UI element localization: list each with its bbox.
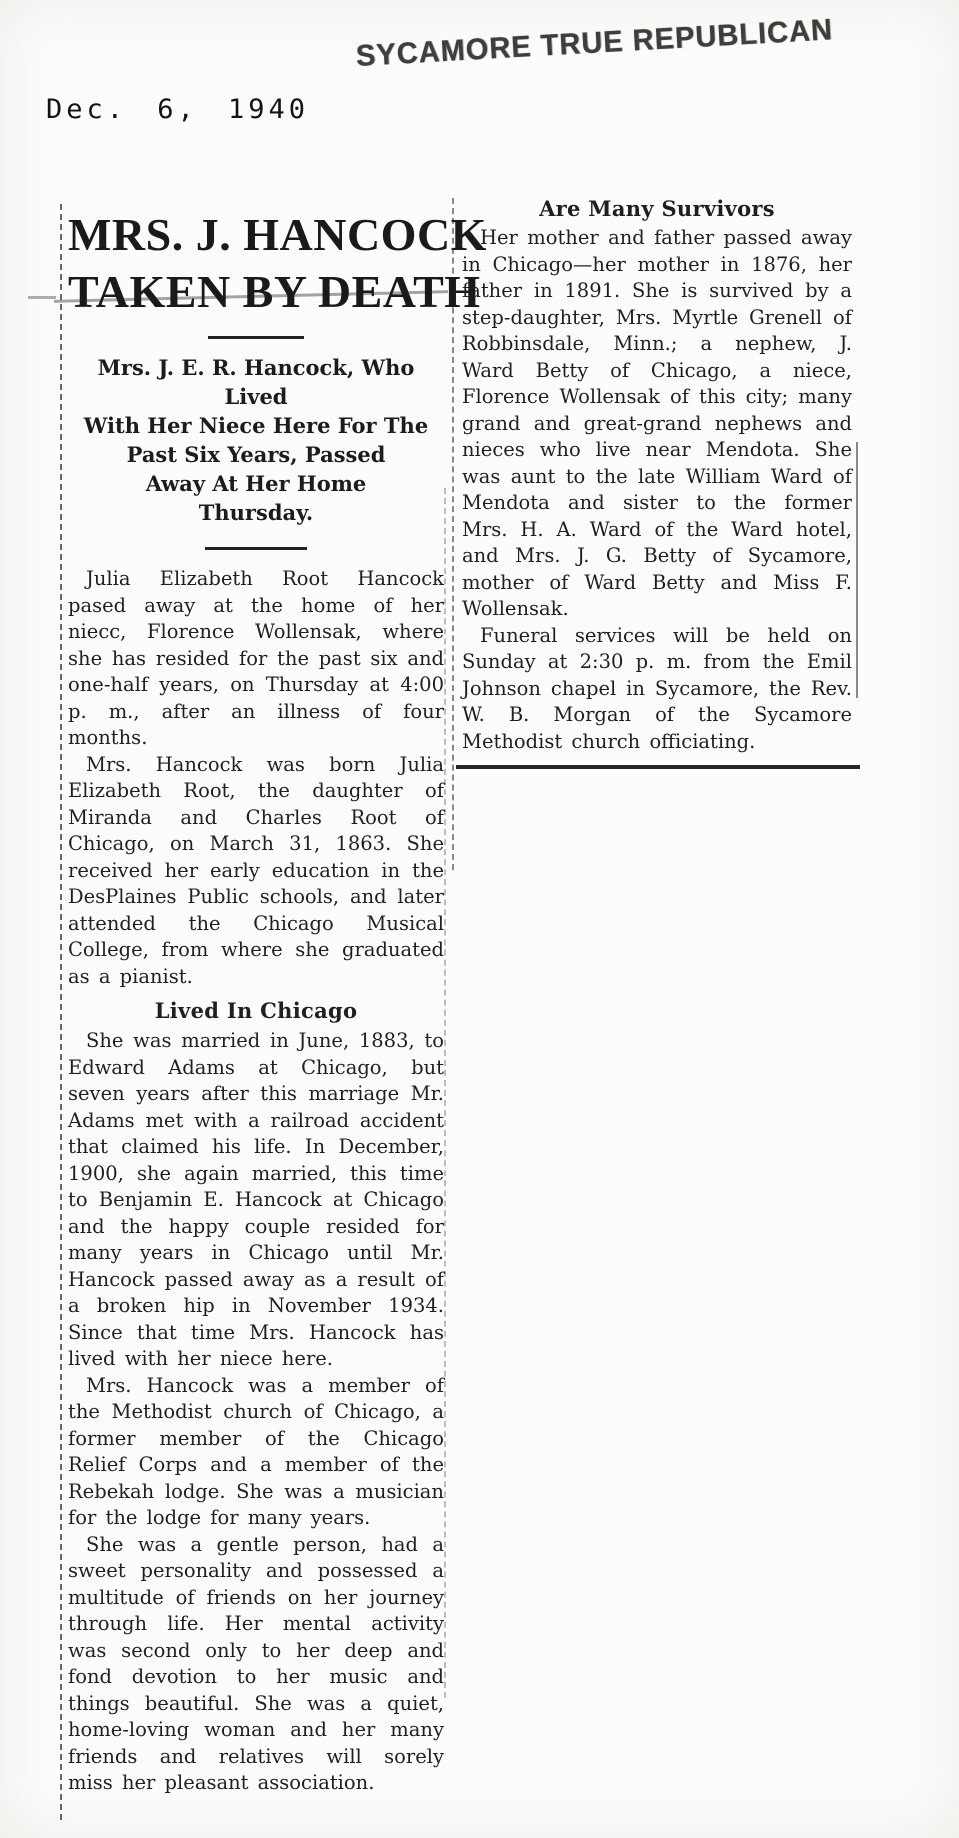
column-rule-right [856, 442, 858, 698]
paragraph-survivors: Her mother and father passed away in Chicago—her mother in 1876, her father in 1891. She is survived by a step-daughter, Mrs. Myrtle Grenell of Robbinsdale, Minn.; a nephew, J. Ward Betty of Chicago, a niece, Florence Wollensak of this city; many grand and great-grand nephews and nieces who live near Mendota. She was aunt to the late William Ward of Mendota and sister to the former Mrs. H. A. Ward of the Ward hotel, and Mrs. J. G. Betty of Sycamore, mother of Ward Betty and Miss F. Wollensak. [462, 226, 852, 620]
article-column-1 [68, 206, 487, 1797]
section-subhead-lived-in-chicago: Lived In Chicago [154, 998, 358, 1023]
paragraph-birth-education: Mrs. Hancock was born Julia Elizabeth Root, the daughter of Miranda and Charles Root of Chicago, on March 31, 1863. She received her early education in the DesPlaines Public schools, and later attended the Chicago Musical College, from where she graduated as a pianist. [68, 752, 444, 988]
article-headline [68, 206, 487, 320]
headline-line-1: MRS. J. HANCOCK [68, 209, 487, 260]
article-column-2 [462, 196, 852, 769]
column-rule-inner [444, 488, 446, 1698]
paragraph-obituary-lead: Julia Elizabeth Root Hancock pased away at the home of her niecc, Florence Wollensak, where she has resided for the past six and one-half years, on Thursday at 4:00 p. m., after an illness of four months. [68, 567, 444, 749]
headline-divider-rule [208, 336, 304, 339]
article-end-rule [456, 765, 860, 769]
column-rule-left [60, 204, 62, 1820]
article-deck [68, 353, 444, 527]
deck-line: Thursday. [198, 500, 314, 525]
section-subhead-are-many-survivors: Are Many Survivors [539, 196, 775, 221]
newspaper-name-stamp: SYCAMORE TRUE REPUBLICAN [355, 13, 834, 73]
paragraph-marriages: She was married in June, 1883, to Edward Adams at Chicago, but seven years after this marriage Mr. Adams met with a railroad accident that claimed his life. In December, 1900, she again married, this time to Benjamin E. Hancock at Chicago and the happy couple resided for many years in Chicago until Mr. Hancock passed away as a result of a broken hip in November 1934. Since that time Mrs. Hancock has lived with her niece here. [68, 1029, 444, 1370]
paragraph-memberships: Mrs. Hancock was a member of the Methodist church of Chicago, a former member of the Chicago Relief Corps and a member of the Rebekah lodge. She was a musician for the lodge for many years. [68, 1373, 444, 1529]
deck-line: Past Six Years, Passed [126, 442, 386, 467]
paragraph-character: She was a gentle person, had a sweet personality and possessed a multitude of friends on her journey through life. Her mental activity was second only to her deep and fond devotion to her music and things beautiful. She was a quiet, home-loving woman and her many friends and relatives will sorely miss her pleasant association. [68, 1532, 444, 1794]
deck-line: Mrs. J. E. R. Hancock, Who Lived [97, 355, 415, 409]
clipping-date-label: Dec. 6, 1940 [46, 94, 310, 125]
deck-divider-rule [205, 547, 307, 550]
headline-line-2: TAKEN BY DEATH [68, 263, 444, 320]
deck-line: Away At Her Home [145, 471, 367, 496]
paragraph-funeral-services: Funeral services will be held on Sunday at 2:30 p. m. from the Emil Johnson chapel in Sycamore, the Rev. W. B. Morgan of the Sycamore Methodist church officiating. [462, 623, 852, 753]
deck-line: With Her Niece Here For The [83, 413, 429, 438]
